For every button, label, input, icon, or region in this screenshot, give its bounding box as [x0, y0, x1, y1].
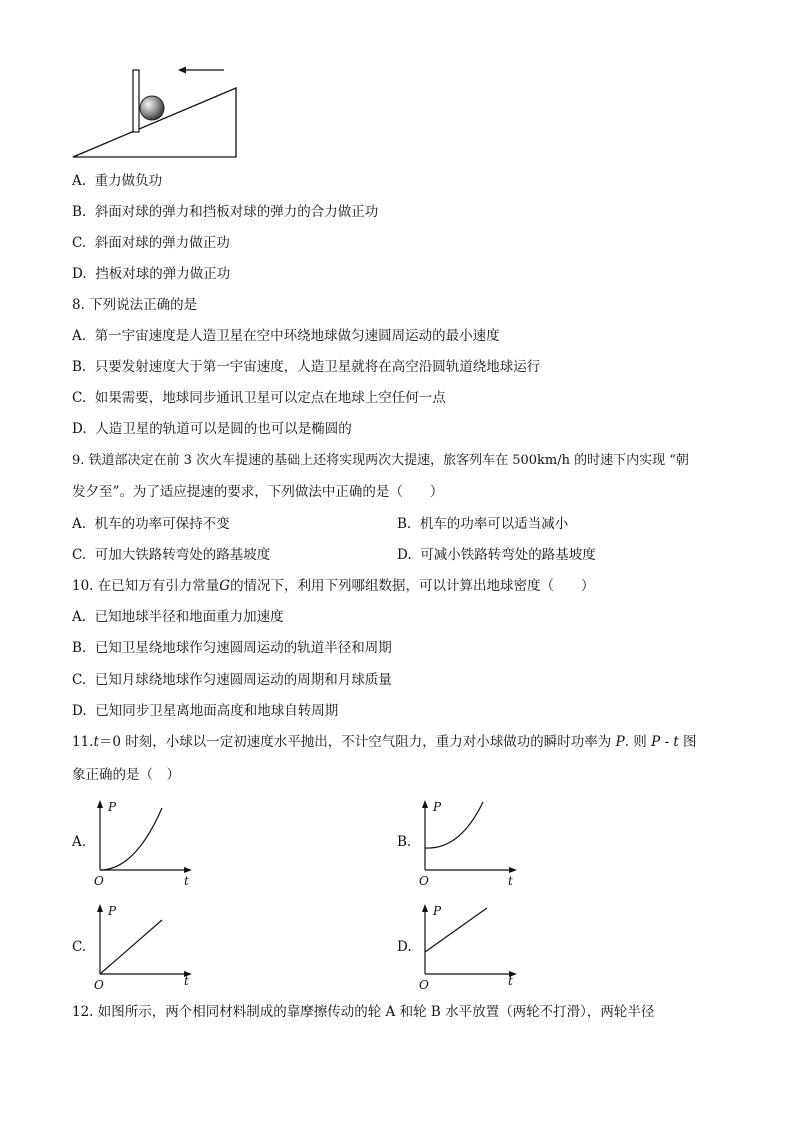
q11-graph-b-letter: B. [397, 834, 412, 850]
q11-graph-d-o-label: O [419, 978, 429, 992]
q9-option-a: A. 机车的功率可保持不变 [72, 516, 230, 532]
q11-graph-a-o-label: O [94, 874, 104, 888]
q12-stem: 12. 如图所示，两个相同材料制成的靠摩擦传动的轮 A 和轮 B 水平放置（两轮不打滑），两轮半径 [72, 1004, 655, 1020]
q8-option-b: B. 只要发射速度大于第一宇宙速度，人造卫星就将在高空沿圆轨道绕地球运行 [72, 359, 541, 375]
q9-stem-line1: 9. 铁道部决定在前 3 次火车提速的基础上还将实现两次大提速，旅客列车在 500km/h 的时速下内实现 “朝 [72, 453, 689, 468]
q9-option-b: B. 机车的功率可以适当减小 [397, 516, 569, 532]
q8-stem: 8. 下列说法正确的是 [72, 297, 198, 313]
q9-stem-line2: 发夕至”。为了适应提速的要求，下列做法中正确的是（ ） [72, 484, 444, 500]
q11-graph-d-letter: D. [397, 939, 412, 955]
q11-stem-line1: 11.t＝0 时刻，小球以一定初速度水平抛出，不计空气阻力，重力对小球做功的瞬时功率为 P. 则 P - t 图 [72, 734, 697, 750]
q7-option-b: B. 斜面对球的弹力和挡板对球的弹力的合力做正功 [72, 204, 379, 220]
q9-option-d: D. 可减小铁路转弯处的路基坡度 [397, 547, 596, 563]
q11-graph-a-p-label: P [108, 800, 117, 814]
q11-graph-c-p-label: P [108, 904, 117, 918]
q11-graph-c-t-label: t [184, 974, 189, 988]
q10-option-c: C. 已知月球绕地球作匀速圆周运动的周期和月球质量 [72, 672, 392, 688]
q7-option-d: D. 挡板对球的弹力做正功 [72, 266, 231, 282]
q11-graph-a-t-label: t [184, 874, 189, 888]
ball [140, 96, 164, 120]
incline-figure [64, 62, 244, 162]
q10-stem: 10. 在已知万有引力常量G的情况下，利用下列哪组数据，可以计算出地球密度（ ） [72, 578, 595, 594]
vertical-board [133, 70, 139, 132]
q11-graph-c-letter: C. [72, 939, 87, 955]
q9-option-c: C. 可加大铁路转弯处的路基坡度 [72, 547, 271, 563]
q7-option-a: A. 重力做负功 [72, 173, 163, 189]
q11-graph-b-p-label: P [433, 800, 442, 814]
q10-option-a: A. 已知地球半径和地面重力加速度 [72, 609, 284, 625]
q11-graph-a-letter: A. [72, 834, 87, 850]
q11-graph-d-t-label: t [508, 974, 513, 988]
q8-option-d: D. 人造卫星的轨道可以是圆的也可以是椭圆的 [72, 421, 352, 437]
q11-stem-line2: 象正确的是（ ） [72, 767, 180, 783]
q11-graph-b-o-label: O [419, 874, 429, 888]
q10-option-d: D. 已知同步卫星离地面高度和地球自转周期 [72, 703, 339, 719]
q7-option-c: C. 斜面对球的弹力做正功 [72, 235, 230, 251]
q11-graph-d-p-label: P [433, 904, 442, 918]
q10-option-b: B. 已知卫星绕地球作匀速圆周运动的轨道半径和周期 [72, 640, 392, 656]
q11-graph-b-t-label: t [508, 874, 513, 888]
q8-option-c: C. 如果需要，地球同步通讯卫星可以定点在地球上空任何一点 [72, 390, 446, 406]
q8-option-a: A. 第一宇宙速度是人造卫星在空中环绕地球做匀速圆周运动的最小速度 [72, 328, 500, 344]
q11-graph-c-o-label: O [94, 978, 104, 992]
